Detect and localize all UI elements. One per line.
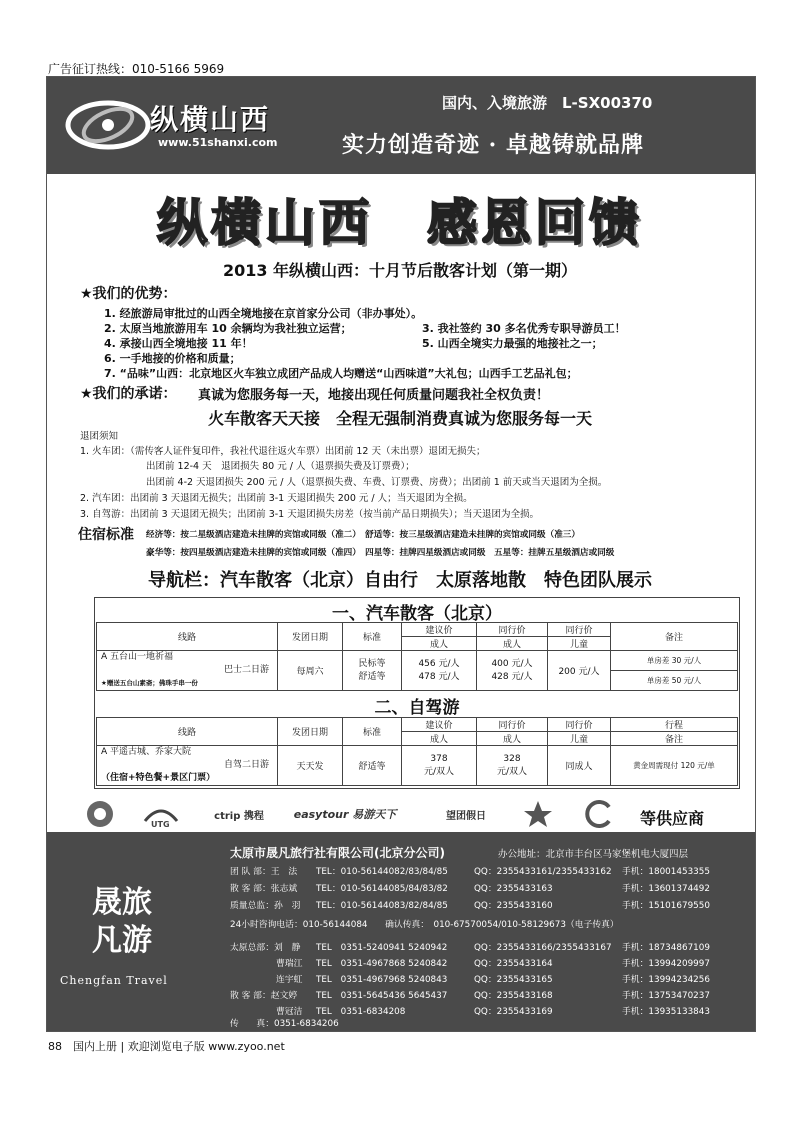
- easytour-logo: easytour 易游天下: [293, 808, 397, 821]
- col-itinerary: 行程: [611, 718, 738, 732]
- depart-day: 天天发: [278, 746, 343, 786]
- route-name: A 五台山一地祈福: [101, 652, 174, 662]
- refund-line: 1. 火车团：（需传客人证件复印件，我社代退往返火车票）出团前 12 天（未出票）退团无损失；: [80, 446, 486, 457]
- advantage-item: 2. 太原当地旅游用车 10 余辆均为我社独立运营；: [104, 322, 352, 335]
- col-suggest-price: 建议价: [402, 718, 477, 732]
- license-number: 国内、入境旅游 L-SX00370: [442, 94, 653, 112]
- contact-tel[interactable]: TEL 0351-5645436 5645437: [316, 991, 448, 1001]
- contact-qq: QQ：2355433163: [474, 884, 553, 894]
- contact-qq: QQ：2355433168: [474, 991, 553, 1001]
- suggest-price: 378: [430, 753, 448, 764]
- advantage-item: 1. 经旅游局审批过的山西全境地接在京首家分公司（非办事处）。: [104, 307, 423, 320]
- contact-tel[interactable]: TEL：010-56144082/83/84/85: [316, 867, 448, 877]
- contact-tel[interactable]: TEL：010-56144085/84/83/82: [316, 884, 448, 894]
- child-price: 同成人: [548, 746, 611, 786]
- advantage-item: 4. 承接山西全境地接 11 年！: [104, 337, 253, 350]
- route-type: 自驾二日游: [223, 760, 269, 770]
- contact-mobile[interactable]: 手机：15101679550: [622, 901, 710, 911]
- table-row: [97, 651, 738, 691]
- promise-text: 真诚为您服务每一天，地接出现任何质量问题我社全权负责！: [198, 388, 550, 403]
- refund-heading: 退团须知: [80, 431, 119, 442]
- single-supplement: 单房差 30 元/人: [611, 651, 737, 671]
- brand-logo-text: 纵横山西: [150, 103, 271, 136]
- contact-tel[interactable]: TEL 0351-5240941 5240942: [316, 943, 448, 953]
- col-standard: 标准: [343, 718, 402, 746]
- page-footer: 88 国内上册 | 欢迎浏览电子版 www.zyoo.net: [48, 1040, 285, 1053]
- contact-mobile[interactable]: 手机：13935133843: [622, 1007, 710, 1017]
- wangtuan-logo: 望团假日: [446, 810, 486, 822]
- ad-hotline: 广告征订热线：010-5166 5969: [48, 62, 225, 76]
- company-address: 办公地址：北京市丰台区马家堡机电大厦四层: [498, 849, 689, 860]
- refund-line: 出团前 4-2 天退团损失 200 元 / 人（退票损失费、车费、订票费、房费）；出团前 1 前天或当天退团为全损。: [146, 477, 608, 488]
- lodging-line: 豪华等：按四星级酒店建造未挂牌的宾馆或同级（准四） 四星等：挂牌四星级酒店或同级 五星等：挂牌五星级酒店或同级: [146, 548, 615, 558]
- peer-price: 328: [503, 753, 521, 764]
- ccits-logo: [578, 796, 618, 832]
- big-title: 纵横山西 感恩回馈: [157, 193, 643, 252]
- col-note: 备注: [611, 623, 738, 651]
- self-drive-table: [96, 717, 738, 786]
- col-suggest-price: 建议价: [402, 623, 477, 637]
- advantages-heading: ★我们的优势：: [80, 286, 177, 302]
- logo-char: 凡游: [92, 923, 152, 958]
- plan-title: 2013 年纵横山西：十月节后散客计划（第一期）: [222, 261, 578, 280]
- table-row: [97, 746, 738, 786]
- suggest-price: 456 元/人: [418, 658, 460, 669]
- contact-mobile[interactable]: 手机：13994234256: [622, 975, 710, 985]
- contact-tel[interactable]: TEL 0351-6834208: [316, 1007, 406, 1017]
- svg-text:UTG: UTG: [151, 820, 170, 829]
- col-note: 备注: [611, 732, 738, 746]
- advantage-item: 3. 我社签约 30 多名优秀专职导游员工！: [422, 322, 626, 335]
- col-child: 儿童: [548, 732, 611, 746]
- bus-tour-table: [96, 622, 738, 691]
- contact-role: 曹瑞江: [276, 959, 303, 969]
- contact-mobile[interactable]: 手机：18001453355: [622, 867, 710, 877]
- drive-table-title: 二、自驾游: [374, 698, 460, 718]
- refund-line: 2. 汽车团：出团前 3 天退团无损失；出团前 3-1 天退团损失 200 元 / 人；当天退团为全损。: [80, 493, 473, 504]
- contact-role: 连宇虹: [276, 975, 303, 985]
- promise-heading: ★我们的承诺：: [80, 386, 177, 402]
- route-gift: ★赠送五台山素斋；佛珠手串一份: [101, 679, 198, 687]
- navigation-bar: 导航栏：汽车散客（北京）自由行 太原落地散 特色团队展示: [148, 570, 652, 591]
- col-route: 线路: [97, 623, 278, 651]
- brand-url[interactable]: www.51shanxi.com: [158, 136, 278, 149]
- col-adult: 成人: [402, 732, 477, 746]
- cts-logo: [518, 796, 558, 832]
- child-price: 200 元/人: [548, 651, 611, 691]
- contact-qq: QQ：2355433161/2355433162: [474, 867, 612, 877]
- col-adult: 成人: [402, 637, 477, 651]
- fax-number: 传 真：0351-6834206: [230, 1019, 339, 1029]
- logo-char: 晟旅: [92, 885, 152, 920]
- route-type: 巴士二日游: [223, 665, 269, 675]
- refund-line: 3. 自驾游：出团前 3 天退团无损失；出团前 3-1 天退团损失房差（按当前产品日期损失）；当天退团为全损。: [80, 509, 539, 520]
- advantage-item: 6. 一手地接的价格和质量；: [104, 352, 241, 365]
- col-date: 发团日期: [278, 718, 343, 746]
- service-banner: 火车散客天天接 全程无强制消费真诚为您服务每一天: [207, 409, 592, 428]
- contact-qq: QQ：2355433160: [474, 901, 553, 911]
- peer-price: 400 元/人: [491, 658, 533, 669]
- contact-qq: QQ：2355433164: [474, 959, 553, 969]
- itinerary-note: 黄金周需现付 120 元/单: [611, 746, 738, 786]
- contact-mobile[interactable]: 手机：13994209997: [622, 959, 710, 969]
- contact-mobile[interactable]: 手机：13753470237: [622, 991, 710, 1001]
- col-peer-child: 同行价: [548, 718, 611, 732]
- contact-qq: QQ：2355433166/2355433167: [474, 943, 612, 953]
- col-standard: 标准: [343, 623, 402, 651]
- advantage-item: 5. 山西全境实力最强的地接社之一；: [422, 337, 603, 350]
- standard-value: 舒适等: [343, 746, 402, 786]
- col-adult: 成人: [477, 732, 548, 746]
- utg-logo-icon: [136, 796, 186, 832]
- contact-role: 散 客 部：赵文婷: [230, 991, 298, 1001]
- price-unit: 元/双人: [496, 766, 528, 777]
- col-peer-price: 同行价: [477, 718, 548, 732]
- contact-role: 太原总部：刘 静: [230, 943, 301, 953]
- col-route: 线路: [97, 718, 278, 746]
- contact-role: 散 客 部：张志斌: [230, 884, 298, 894]
- chengfan-logo: [60, 880, 210, 970]
- ctrip-logo: ctrip 携程: [214, 810, 264, 822]
- contact-mobile[interactable]: 手机：18734867109: [622, 943, 710, 953]
- route-includes: （住宿+特色餐+景区门票）: [101, 773, 216, 783]
- contact-role: 曹冠洁: [276, 1007, 303, 1017]
- contact-qq: QQ：2355433165: [474, 975, 553, 985]
- col-adult: 成人: [477, 637, 548, 651]
- refund-line: 出团前 12-4 天 退团损失 80 元 / 人（退票损失费及订票费）；: [146, 461, 415, 472]
- contact-role: 质量总监：孙 羽: [230, 901, 301, 911]
- slogan: 实力创造奇迹 · 卓越铸就品牌: [342, 132, 644, 158]
- single-supplement: 单房差 50 元/人: [646, 676, 702, 685]
- lodging-label: 住宿标准: [78, 527, 134, 543]
- hotline-fax: 24小时咨询电话：010-56144084 确认传真： 010-67570054/010-58129673（电子传真）: [230, 920, 619, 930]
- lodging-line: 经济等：按二星级酒店建造未挂牌的宾馆或同级（准二） 舒适等：按三星级酒店建造未挂牌的宾馆或同级（准三）: [146, 530, 580, 540]
- col-child: 儿童: [548, 637, 611, 651]
- supplier-label: 等供应商: [640, 809, 705, 828]
- route-name: A 平遥古城、乔家大院: [101, 747, 192, 757]
- peer-price: 428 元/人: [491, 671, 533, 682]
- standard-value: 舒适等: [358, 671, 386, 682]
- advantage-item: 7. “品味”山西：北京地区火车独立成团产品成人均赠送“山西味道”大礼包；山西手工艺品礼包；: [104, 367, 578, 380]
- contact-mobile[interactable]: 手机：13601374492: [622, 884, 710, 894]
- company-name: 太原市晟凡旅行社有限公司(北京分公司): [230, 846, 445, 860]
- contact-qq: QQ：2355433169: [474, 1007, 553, 1017]
- price-unit: 元/双人: [423, 766, 455, 777]
- col-peer-price: 同行价: [477, 623, 548, 637]
- cyts-logo-icon: [80, 796, 120, 832]
- depart-day: 每周六: [278, 651, 343, 691]
- contact-tel[interactable]: TEL 0351-4967868 5240842: [316, 959, 448, 969]
- chengfan-english: Chengfan Travel: [60, 974, 168, 987]
- contact-tel[interactable]: TEL 0351-4967968 5240843: [316, 975, 448, 985]
- suggest-price: 478 元/人: [418, 671, 460, 682]
- col-date: 发团日期: [278, 623, 343, 651]
- standard-value: 民标等: [358, 658, 386, 669]
- contact-tel[interactable]: TEL：010-56144083/82/84/85: [316, 901, 448, 911]
- contact-role: 团 队 部：王 法: [230, 867, 298, 877]
- col-peer-child: 同行价: [548, 623, 611, 637]
- bus-table-title: 一、汽车散客（北京）: [332, 604, 502, 624]
